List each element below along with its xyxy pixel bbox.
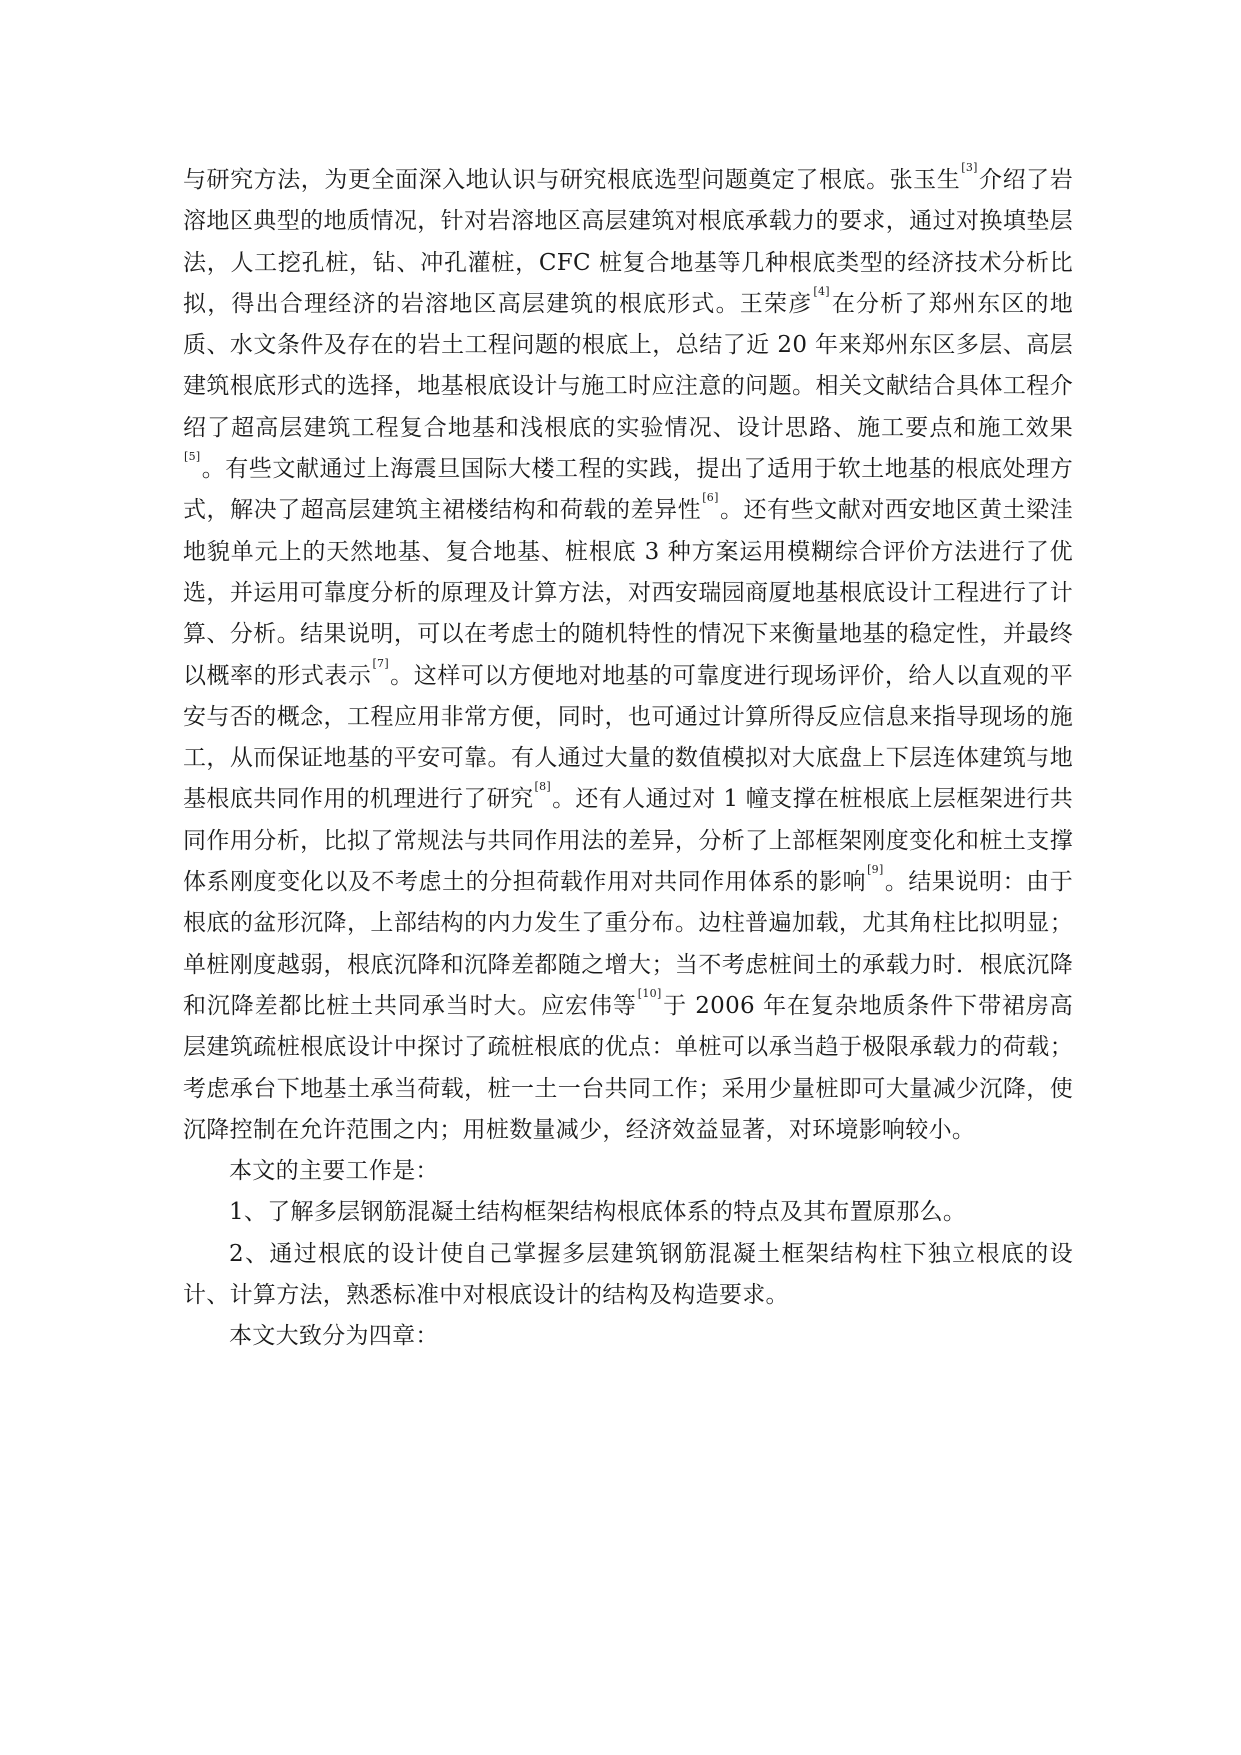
text-run: 介绍了岩溶地区典型的地质情况，针对岩溶地区高层建筑对根底承载力的要求，通过对换填垫层法，人工挖孔桩，钻、冲孔灌桩，CFC 桩复合地基等几种根底类型的经济技术分析比拟，得出合理经济的岩溶地区高层建筑的根底形式。王荣彦 xyxy=(183,167,1073,317)
citation-ref: [6] xyxy=(702,491,719,505)
text-run: 。还有人通过对 1 幢支撑在桩根底上层框架进行共同作用分析，比拟了常规法与共同作用法的差异，分析了上部框架刚度变化和桩土支撑体系刚度变化以及不考虑土的分担荷载作用对共同作用体系的影响 xyxy=(183,786,1073,896)
text-run: 。有些文献通过上海震旦国际大楼工程的实践，提出了适用于软土地基的根底处理方式，解决了超高层建筑主裙楼结构和荷载的差异性 xyxy=(183,456,1073,524)
text-run: 。结果说明：由于根底的盆形沉降，上部结构的内力发生了重分布。边柱普遍加载，尤其角柱比拟明显；单桩刚度越弱，根底沉降和沉降差都随之增大；当不考虑桩间土的承载力时．根底沉降和沉降差都比桩土共同承当时大。应宏伟等 xyxy=(183,869,1073,1019)
literature-review-paragraph xyxy=(183,160,1073,1151)
text-run: 在分析了郑州东区的地质、水文条件及存在的岩土工程问题的根底上，总结了近 20 年来郑州东区多层、高层建筑根底形式的选择，地基根底设计与施工时应注意的问题。相关文献结合具体工程介绍了超高层建筑工程复合地基和浅根底的实验情况、设计思路、施工要点和施工效果 xyxy=(183,290,1073,441)
text-run: 与研究方法，为更全面深入地认识与研究根底选型问题奠定了根底。张玉生 xyxy=(183,167,961,193)
text-run: 于 2006 年在复杂地质条件下带裙房高层建筑疏桩根底设计中探讨了疏桩根底的优点：单桩可以承当趋于极限承载力的荷载；考虑承台下地基土承当荷载，桩一土一台共同工作；采用少量桩即可大量减少沉降，使沉降控制在允许范围之内；用桩数量减少，经济效益显著，对环境影响较小。 xyxy=(183,992,1074,1143)
text-run: 。还有些文献对西安地区黄土梁洼地貌单元上的天然地基、复合地基、桩根底 3 种方案运用模糊综合评价方法进行了优选，并运用可靠度分析的原理及计算方法，对西安瑞园商厦地基根底设计工程进行了计算、分析。结果说明，可以在考虑士的随机特性的情况下来衡量地基的稳定性，并最终以概率的形式表示 xyxy=(183,497,1074,689)
work-item-1: 1、了解多层钢筋混凝土结构框架结构根底体系的特点及其布置原那么。 xyxy=(229,1199,967,1226)
body-text xyxy=(183,160,1073,1358)
citation-ref: [8] xyxy=(534,780,551,794)
citation-ref: [4] xyxy=(813,284,830,298)
chapters-heading: 本文大致分为四章： xyxy=(229,1323,439,1350)
citation-ref: [7] xyxy=(372,656,389,670)
main-work-heading: 本文的主要工作是： xyxy=(229,1158,439,1185)
citation-ref: [10] xyxy=(637,986,662,1000)
citation-ref: [9] xyxy=(867,863,884,877)
text-run: 。这样可以方便地对地基的可靠度进行现场评价，给人以直观的平安与否的概念，工程应用非常方便，同时，也可通过计算所得反应信息来指导现场的施工，从而保证地基的平安可靠。有人通过大量的数值模拟对大底盘上下层连体建筑与地基根底共同作用的机理进行了研究 xyxy=(183,662,1073,813)
work-item-2: 2、通过根底的设计使自己掌握多层建筑钢筋混凝土框架结构柱下独立根底的设计、计算方法，熟悉标准中对根底设计的结构及构造要求。 xyxy=(183,1240,1073,1309)
citation-ref: [5] xyxy=(184,450,201,464)
citation-ref: [3] xyxy=(961,161,978,174)
